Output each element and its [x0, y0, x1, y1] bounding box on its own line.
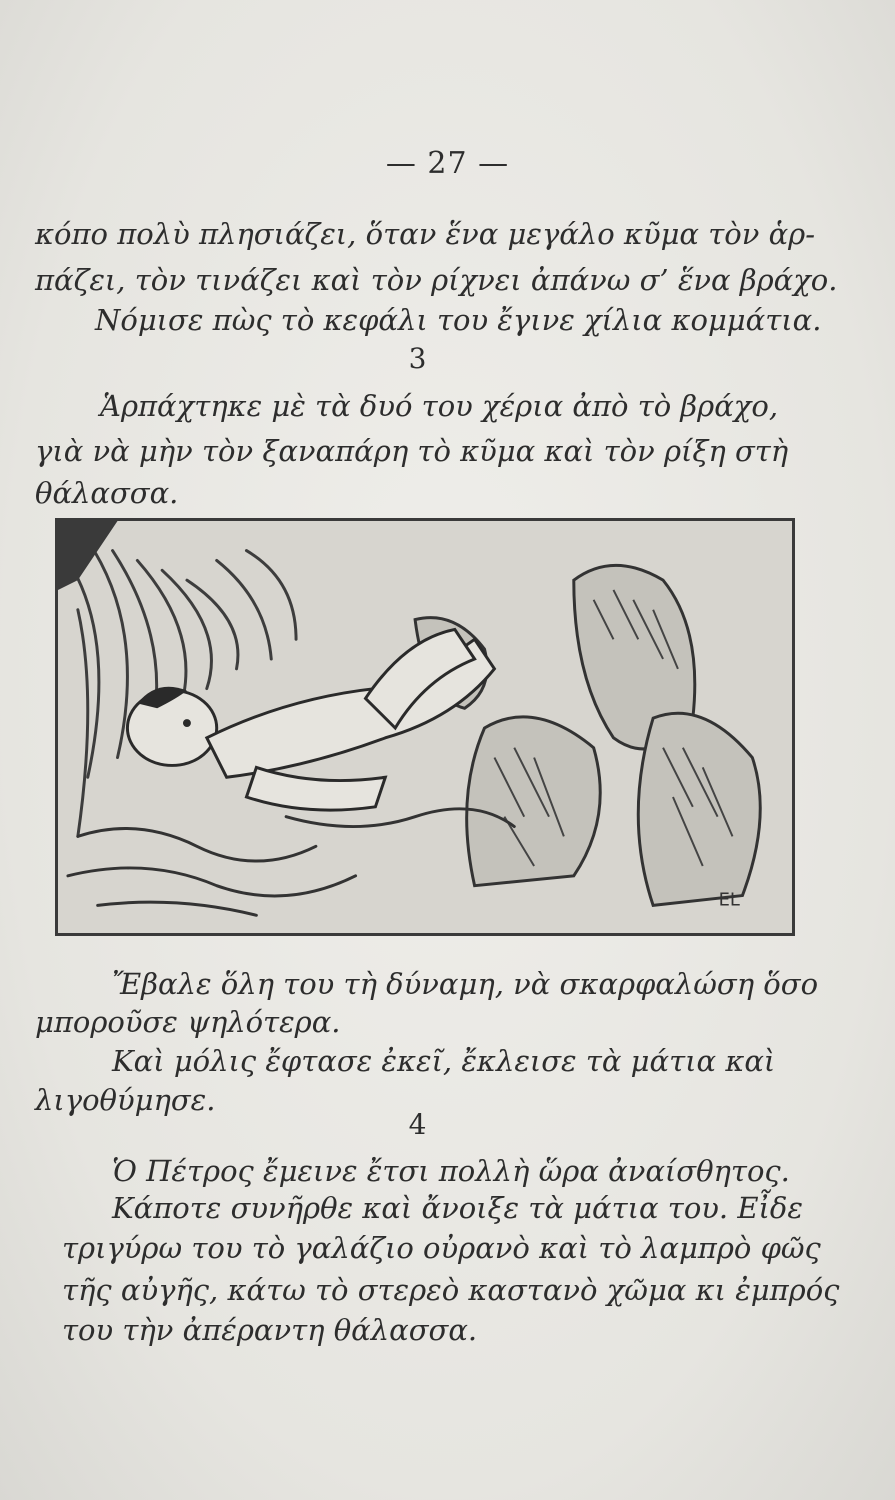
text-line: τριγύρω του τὸ γαλάζιο οὐρανὸ καὶ τὸ λαμπρὸ φῶς: [62, 1231, 821, 1265]
text-line: Ἔβαλε ὅλη του τὴ δύναμη, νὰ σκαρφαλώση ὅσο: [112, 967, 819, 1001]
text-line: μποροῦσε ψηλότερα.: [35, 1005, 341, 1039]
illustration-drawing: [58, 521, 792, 933]
text-line: Ὁ Πέτρος ἔμεινε ἔτσι πολλὴ ὥρα ἀναίσθητος.: [112, 1154, 790, 1188]
woodcut-illustration: [55, 518, 795, 936]
text-line: λιγοθύμησε.: [35, 1083, 216, 1117]
text-line: του τὴν ἀπέραντη θάλασσα.: [62, 1313, 478, 1347]
text-line: Νόμισε πὼς τὸ κεφάλι του ἔγινε χίλια κομμάτια.: [95, 303, 822, 337]
section-number-3: 3: [408, 342, 427, 375]
text-line: γιὰ νὰ μὴν τὸν ξαναπάρη τὸ κῦμα καὶ τὸν ρίξη στὴ: [35, 434, 789, 468]
section-number-4: 4: [408, 1108, 427, 1141]
text-line: Κάποτε συνῆρθε καὶ ἄνοιξε τὰ μάτια του. Εἶδε: [112, 1191, 803, 1225]
text-line: τῆς αὐγῆς, κάτω τὸ στερεὸ καστανὸ χῶμα κι ἐμπρός: [62, 1273, 840, 1307]
text-line: πάζει, τὸν τινάζει καὶ τὸν ρίχνει ἀπάνω σ’ ἕνα βράχο.: [35, 263, 838, 297]
text-line: Καὶ μόλις ἔφτασε ἐκεῖ, ἔκλεισε τὰ μάτια καὶ: [112, 1044, 776, 1078]
illustration-signature: EL: [718, 889, 740, 911]
text-line: Ἁρπάχτηκε μὲ τὰ δυό του χέρια ἀπὸ τὸ βράχο,: [100, 389, 779, 423]
page-number: — 27 —: [385, 146, 510, 181]
text-line: θάλασσα.: [35, 476, 179, 510]
text-line: κόπο πολὺ πλησιάζει, ὅταν ἕνα μεγάλο κῦμα τὸν ἁρ-: [35, 217, 815, 251]
